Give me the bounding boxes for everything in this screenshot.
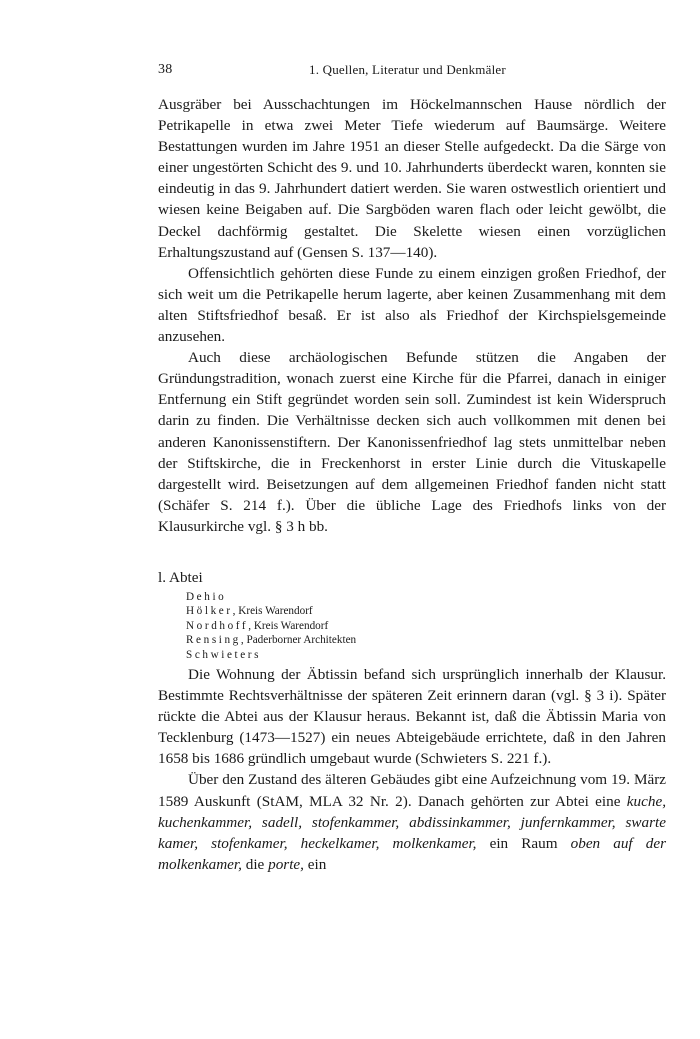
literature-note: , Kreis Warendorf [232,605,313,618]
literature-author: Schwieters [186,648,262,661]
literature-note: , Kreis Warendorf [248,619,329,632]
literature-entry [186,619,666,633]
literature-entry [186,604,666,618]
literature-author: Rensing [186,634,241,647]
text-run: ein Raum [476,834,571,852]
text-run: ein [303,855,327,873]
literature-list [186,590,666,662]
literature-author: Hölker [186,605,233,618]
section-heading: l. Abtei [158,568,203,586]
literature-entry [186,633,666,647]
running-title: 1. Quellen, Literatur und Denkmäler [309,62,506,77]
paragraph [158,769,666,874]
document-page [158,62,666,875]
italic-room-list: kuche, kuchenkammer, sadell, stofenkammer, abdissinkammer, junfernkammer, swarte kamer, stofenkamer, heckelkamer, molkenkamer, [158,792,666,852]
text-run: Über den Zustand des älteren Gebäudes gibt eine Aufzeichnung vom 19. März 1589 Auskunft (StAM, MLA 32 Nr. 2). Danach gehörten zur Abtei eine [158,771,666,810]
paragraph: Ausgräber bei Ausschachtungen im Höckelmannschen Hause nördlich der Petrikapelle in etwa zwei Meter Tiefe wiederum auf Baumsärge. Weitere Bestattungen wurden im Jahre 1951 an dieser Stelle aufgedeckt. Da die Särge von einer ungestörten Schicht des 9. und 10. Jahrhunderts überdeckt waren, konnten sie eindeutig in das 9. Jahrhundert datiert werden. Sie waren ostwestlich orientiert und wiesen keine Beigaben auf. Die Sargböden waren flach oder leicht gewölbt, die Deckel dachförmig gestaltet. Die Skelette wiesen einen vorzüglichen Erhaltungszustand auf (Gensen S. 137—140). [158,96,666,261]
literature-entry [186,648,666,662]
paragraph: Auch diese archäologischen Befunde stützen die Angaben der Gründungstradition, wonach zuerst eine Kirche für die Pfarrei, danach in einiger Entfernung ein Stift gegründet worden sein soll. Zumindest ist kein Widerspruch darin zu finden. Die Verhältnisse decken sich auch vollkommen mit denen bei anderen Kanonissenstiftern. Der Kanonissenfriedhof lag stets unmittelbar neben der Stiftskirche, die in Freckenhorst in erster Linie durch die Vituskapelle dargestellt wird. Beisetzungen auf dem allgemeinen Friedhof fanden nicht statt (Schäfer S. 214 f.). Über die übliche Lage des Friedhofs links von der Klausurkirche vgl. § 3 h bb. [158,349,666,535]
italic-location: oben auf der molkenkamer, [158,834,666,873]
running-header [158,62,666,86]
literature-entry [186,590,666,604]
body-text-bottom [158,664,666,875]
paragraph: Die Wohnung der Äbtissin befand sich ursprünglich innerhalb der Klausur. Bestimmte Rechtsverhältnisse der späteren Zeit erinnern daran (vgl. § 3 i). Später rückte die Abtei aus der Klausur heraus. Bekannt ist, daß die Äbtissin Maria von Tecklenburg (1473—1527) ein neues Abteigebäude errichtete, daß in den Jahren 1658 bis 1686 gründlich umgebaut wurde (Schwieters S. 221 f.). [158,666,666,768]
italic-porte: porte, [268,855,304,873]
literature-author: Nordhoff [186,619,249,632]
literature-note: , Paderborner Architekten [240,634,357,647]
page-number: 38 [158,62,173,77]
text-run: die [241,855,269,873]
literature-author: Dehio [186,590,227,603]
body-text-top [158,94,666,537]
paragraph: Offensichtlich gehörten diese Funde zu einem einzigen großen Friedhof, der sich weit um die Petrikapelle herum lagerte, aber keinen Zusammenhang mit dem alten Stiftsfriedhof besaß. Er ist also als Friedhof der Kirchspielsgemeinde anzusehen. [158,264,666,346]
